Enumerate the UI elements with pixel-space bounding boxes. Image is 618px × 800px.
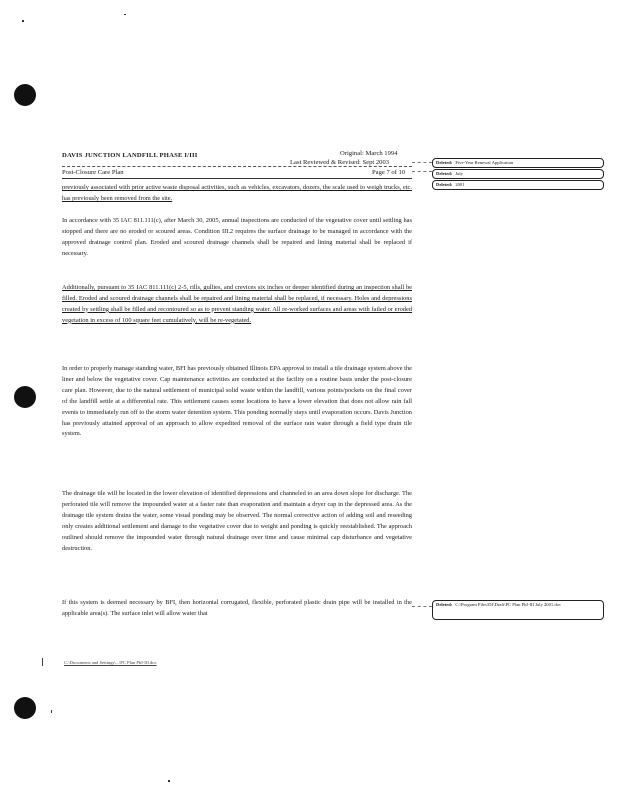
scan-speck	[22, 20, 24, 22]
header-last-reviewed: Last Reviewed & Revised: Sept 2003	[290, 159, 390, 166]
punch-hole-bottom	[14, 697, 36, 719]
punch-hole-top	[14, 84, 36, 106]
header-page-number: Page 7 of 10	[372, 169, 406, 176]
paragraph-1: previously associated with prior active waste disposal activities, such as vehicles, excavators, dozers, the scale used to weigh trucks, etc. has previously been removed from the site.	[62, 184, 412, 202]
scan-speck	[51, 710, 52, 713]
header-title: DAVIS JUNCTION LANDFILL PHASE I/III	[62, 152, 198, 159]
scan-speck	[124, 14, 126, 15]
punch-hole-middle	[14, 386, 36, 408]
comment-leader	[412, 606, 432, 607]
paragraph-5: The drainage tile will be located in the lower elevation of identified depressions and channeled to an area down slope for discharge. The perforated tile will remove the impounded water at a faster rate than evaporation and maintain a dryer cap in the depressed area. As the drainage tile system drains the water, some visual ponding may be observed. The normal corrective action of adding soil and reseeding only creates additional settlement and damage to the vegetative cover due to weight and ponding is quickly reestablished. The approach outlined should remove the impounded water through natural drainage over time and cause minimal cap disturbance and vegetative destruction.	[62, 490, 412, 552]
paragraph-3: Additionally, pursuant to 35 IAC 811.111(c) 2-5, rills, gullies, and crevices six inches or deeper identified during an inspection shall be filled. Eroded and scoured drainage channels shall be repaired and lining material shall be replaced, if necessary. Holes and depressions created by settling shall be filled and recontoured so as to prevent standing water. All re-worked surfaces and areas with failed or eroded vegetation in excess of 100 square feet cumulatively, will be re-vegetated.	[62, 284, 412, 324]
comment-leader	[412, 162, 432, 163]
comment-balloon-1[interactable]: Deleted: Five-Year Renewal Application	[432, 158, 604, 168]
revision-bar	[42, 658, 43, 666]
comment-leader	[412, 171, 432, 172]
header-revision-leader	[62, 166, 412, 167]
footer-file-path: C:\Documents and Settings\...\PC Plan PhI-III.doc	[64, 660, 157, 665]
comment-balloon-2[interactable]: Deleted: July	[432, 169, 604, 179]
scan-speck	[168, 780, 170, 782]
paragraph-6: If this system is deemed necessary by BFI, then horizontal corrugated, flexible, perforated plastic drain pipe will be installed in the applicable area(s). The surface inlet will allow water that	[62, 599, 412, 617]
comment-balloon-4[interactable]: Deleted: C:\Program Files\DJ\Draft\PC Plan PhI-III July 2001.doc	[432, 600, 604, 620]
paragraph-2: In accordance with 35 IAC 811.111(c), after March 30, 2005, annual inspections are conducted of the vegetative cover until settling has stopped and there are no eroded or scoured areas. Condition III.2 requires the surface drainage to be managed in accordance with the approved drainage control plan. Eroded and scoured drainage channels shall be repaired and lining material shall be replaced if necessary.	[62, 217, 412, 257]
header-rule	[62, 178, 412, 179]
comment-balloon-3[interactable]: Deleted: 2001	[432, 180, 604, 190]
header-subtitle: Post-Closure Care Plan	[62, 169, 124, 176]
paragraph-4: In order to properly manage standing water, BFI has previously obtained Illinois EPA approval to install a tile drainage system above the liner and below the vegetative cover. Cap maintenance activities are conducted at the facility on a routine basis under the post-closure care plan. However, due to the natural settlement of municipal solid waste within the landfill, various points/pockets on the final cover of the landfill settle at a differential rate. This settlement causes some locations to have a lower elevation that does not allow rain fall events to immediately run off to the storm water detention system. This ponding normally stays until evaporation occurs. Davis Junction has previously attained approval of an approach to allow expedited removal of the surface rain water through a field type drain tile system.	[62, 365, 412, 438]
header-original-date: Original: March 1994	[340, 150, 398, 157]
